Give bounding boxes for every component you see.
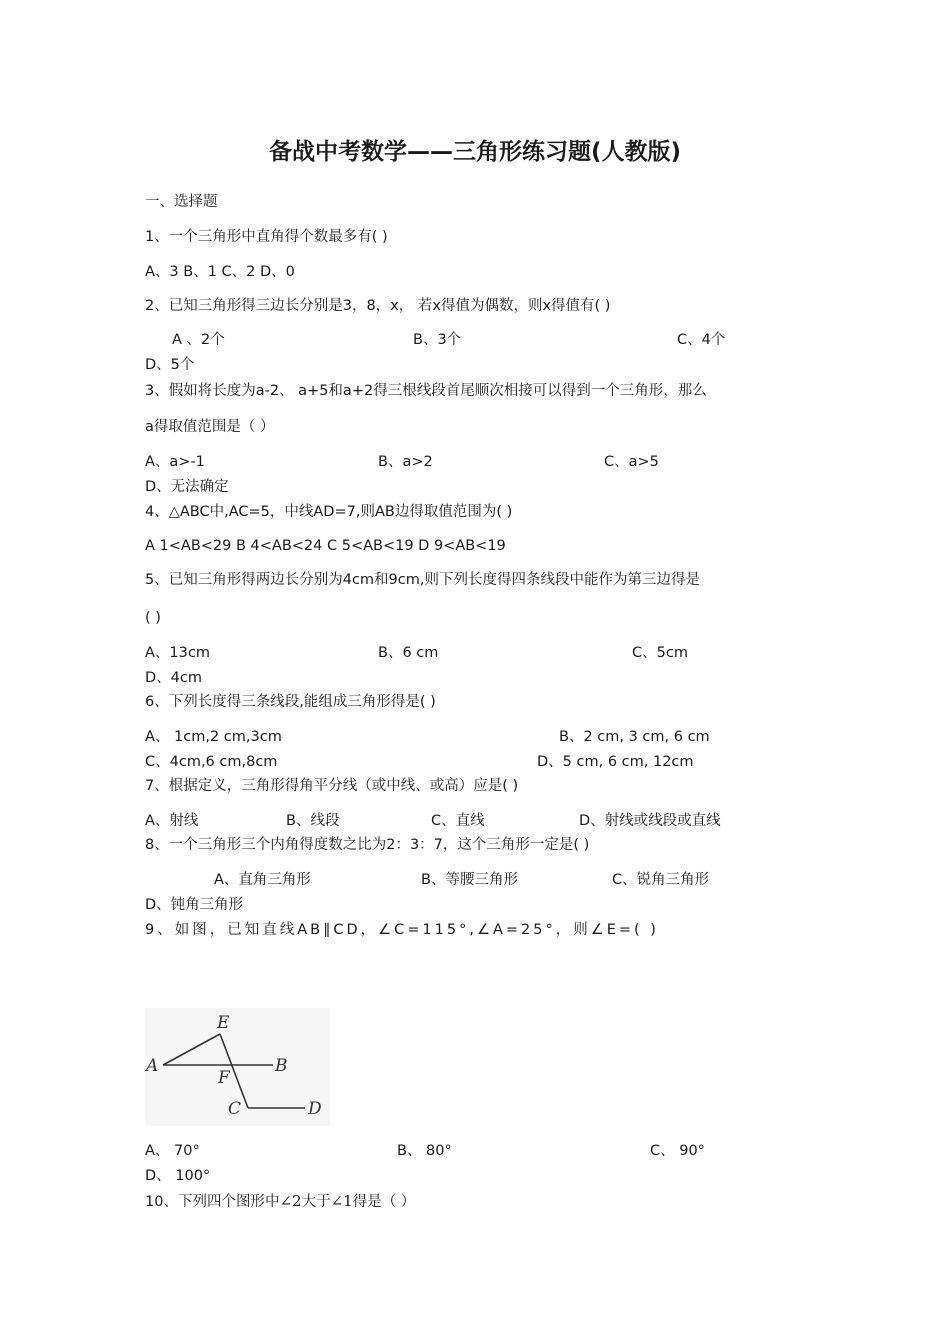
- q7-stem: 7、根据定义，三角形得角平分线（或中线、或高）应是( ): [145, 778, 519, 794]
- q9-stem: 9、如图，已知直线AB∥CD，∠C=115°,∠A=25°，则∠E=( ): [145, 922, 659, 938]
- q6-stem: 6、下列长度得三条线段,能组成三角形得是( ): [145, 694, 436, 710]
- q9-figure: [145, 1008, 330, 1126]
- q2-option-c: C、4个: [677, 332, 726, 348]
- q8-option-c: C、锐角三角形: [612, 872, 710, 888]
- q1-options: A、3 B、1 C、2 D、0: [145, 264, 295, 280]
- q9-option-d: D、 100°: [145, 1168, 211, 1184]
- q2-stem: 2、已知三角形得三边长分别是3，8，x， 若x得值为偶数，则x得值有( ): [145, 298, 611, 314]
- q7-option-b: B、线段: [286, 813, 340, 829]
- q10-stem-prefix: 10、下列四个图形中: [145, 1194, 280, 1210]
- q2-option-b: B、3个: [413, 332, 462, 348]
- q8-option-b: B、等腰三角形: [421, 872, 518, 888]
- label-d: D: [308, 1099, 322, 1119]
- q5-option-c: C、5cm: [632, 645, 688, 661]
- q5-stem-line2: ( ): [145, 610, 161, 626]
- q3-option-a: A、a>-1: [145, 454, 205, 470]
- q4-options: A 1<AB<29 B 4<AB<24 C 5<AB<19 D 9<AB<19: [145, 538, 506, 554]
- page-title: 备战中考数学——三角形练习题(人教版): [268, 139, 682, 165]
- q6-option-a: A、 1cm,2 cm,3cm: [145, 729, 282, 745]
- q9-geometry-diagram: [145, 1008, 330, 1126]
- q3-stem-line1: 3、假如将长度为a-2、 a+5和a+2得三根线段首尾顺次相接可以得到一个三角形，那么: [145, 383, 707, 399]
- q2-option-a: A 、2个: [172, 332, 225, 348]
- q2-option-d: D、5个: [145, 357, 195, 373]
- q9-option-a: A、 70°: [145, 1143, 200, 1159]
- section-heading: 一、选择题: [145, 194, 218, 210]
- q1-stem: 1、一个三角形中直角得个数最多有( ): [145, 229, 388, 245]
- q5-option-d: D、4cm: [145, 670, 202, 686]
- label-e: E: [217, 1013, 230, 1033]
- q7-option-c: C、直线: [431, 813, 485, 829]
- q5-stem-line1: 5、已知三角形得两边长分别为4cm和9cm,则下列长度得四条线段中能作为第三边得是: [145, 572, 700, 588]
- q9-option-b: B、 80°: [397, 1143, 452, 1159]
- label-a: A: [146, 1056, 159, 1076]
- q3-option-c: C、a>5: [604, 454, 659, 470]
- q6-option-b: B、2 cm, 3 cm, 6 cm: [559, 729, 710, 745]
- q3-stem-line2: a得取值范围是（ ）: [145, 419, 275, 435]
- q3-option-b: B、a>2: [378, 454, 433, 470]
- angle-1-symbol: ∠1: [330, 1192, 353, 1210]
- angle-2-symbol: ∠2: [279, 1192, 302, 1210]
- q10-stem-middle: 大于: [301, 1194, 331, 1210]
- q10-stem: [145, 1191, 415, 1212]
- segment-ae: [163, 1034, 220, 1065]
- q7-option-a: A、射线: [145, 813, 199, 829]
- q10-stem-suffix: 得是（ ）: [352, 1194, 416, 1210]
- label-b: B: [275, 1056, 288, 1076]
- q6-option-d: D、5 cm, 6 cm, 12cm: [537, 754, 694, 770]
- q3-option-d: D、无法确定: [145, 479, 229, 495]
- q9-option-c: C、 90°: [650, 1143, 705, 1159]
- q6-option-c: C、4cm,6 cm,8cm: [145, 754, 278, 770]
- q8-option-a: A、直角三角形: [214, 872, 311, 888]
- q5-option-a: A、13cm: [145, 645, 210, 661]
- label-c: C: [228, 1099, 242, 1119]
- q4-stem: 4、△ABC中,AC=5，中线AD=7,则AB边得取值范围为( ): [145, 504, 513, 520]
- q8-stem: 8、一个三角形三个内角得度数之比为2：3：7，这个三角形一定是( ): [145, 837, 590, 853]
- q5-option-b: B、6 cm: [378, 645, 439, 661]
- label-f: F: [218, 1068, 230, 1088]
- q8-option-d: D、钝角三角形: [145, 897, 244, 913]
- q7-option-d: D、射线或线段或直线: [579, 813, 721, 829]
